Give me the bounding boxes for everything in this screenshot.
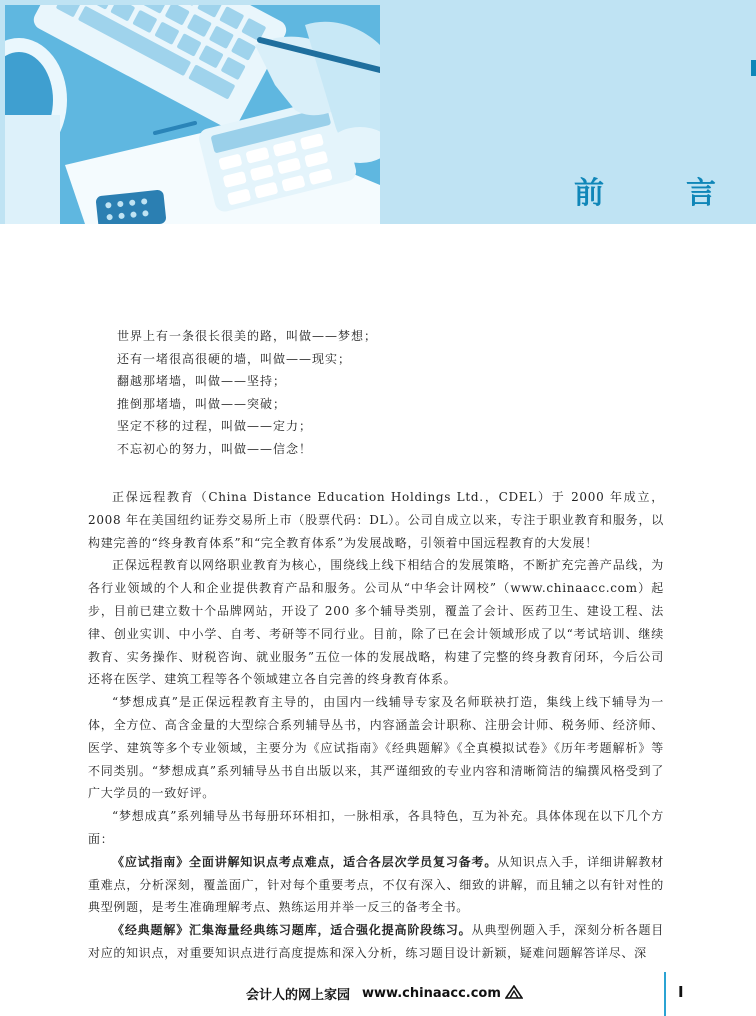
- side-tab-marker: [751, 60, 756, 76]
- footer-slogan: 会计人的网上家园: [246, 988, 351, 1003]
- poem-line: 世界上有一条很长很美的路，叫做——梦想；: [117, 329, 378, 343]
- page-number: I: [678, 983, 684, 1001]
- paragraph-series-intro: “梦想成真”是正保远程教育主导的，由国内一线辅导专家及名师联袂打造，集线上线下辅导为一体，全方位、高含金量的大型综合系列辅导丛书，内容涵盖会计职称、注册会计师、税务师、经济师、医学、建筑等多个专业领域，主要分为《应试指南》《经典题解》《全真模拟试卷》《历年考题解析》等不同类别。“梦想成真”系列辅导丛书自出版以来，其严谨细致的专业内容和清晰简洁的编撰风格受到了广大学员的一致好评。: [88, 695, 664, 801]
- paragraph-company-business: 正保远程教育以网络职业教育为核心，围绕线上线下相结合的发展策略，不断扩充完善产品线，为各行业领域的个人和企业提供教育产品和服务。公司从“中华会计网校”（www.chinaacc.com）起步，目前已建立数十个品牌网站，开设了 200 多个辅导类别，覆盖了会计、医药卫生、建设工程、法律、创业实训、中小学、自考、考研等不同行业。目前，除了已在会计领域形成了以“考试培训、继续教育、实务操作、财税咨询、就业服务”五位一体的发展战略，构建了完整的终身教育闭环，今后公司还将在医学、建筑工程等各个领域建立各自完善的终身教育体系。: [88, 558, 664, 687]
- poem-line: 推倒那堵墙，叫做——突破；: [117, 396, 287, 411]
- poem-line: 翻越那堵墙，叫做——坚持；: [117, 374, 287, 388]
- footer: [246, 984, 523, 1003]
- preface-body: [88, 486, 664, 965]
- study-guide-heading: 《应试指南》全面讲解知识点考点难点，适合各层次学员复习备考。: [112, 854, 498, 869]
- exercise-book-heading: 《经典题解》汇集海量经典练习题库，适合强化提高阶段练习。: [112, 923, 472, 938]
- epigraph-poem: [117, 325, 377, 460]
- exercise-book-text: 从典型例题入手，深刻分析各题目对应的知识点，对重要知识点进行高度提炼和深入分析，练习题目设计新颖，疑难问题解答详尽、深: [88, 923, 664, 960]
- paragraph-exercise-book: [88, 919, 664, 965]
- chinaacc-logo-icon: [505, 985, 523, 1003]
- poem-line: 还有一堵很高很硬的墙，叫做——现实；: [117, 351, 352, 366]
- footer-divider: [664, 972, 666, 1016]
- header-banner: [0, 0, 756, 224]
- study-guide-text: 从知识点入手，详细讲解教材重难点，分析深刻，覆盖面广，针对每个重要考点，不仅有深入、细致的讲解，而且辅之以有针对性的典型例题，是考生准确理解考点、熟练运用并举一反三的备考全书。: [88, 854, 664, 915]
- page-title: 前 言: [574, 176, 742, 211]
- poem-line: 不忘初心的努力，叫做——信念！: [117, 441, 313, 456]
- header-photo-calculator-keyboard: [5, 5, 380, 224]
- paragraph-company-intro: 正保远程教育（China Distance Education Holdings Ltd.，CDEL）于 2000 年成立，2008 年在美国纽约证券交易所上市（股票代码：DL）。公司自成立以来，专注于职业教育和服务，以构建完善的“终身教育体系”和“完全教育体系”为发展战略，引领着中国远程教育的大发展！: [88, 490, 664, 550]
- paragraph-series-features: “梦想成真”系列辅导丛书每册环环相扣，一脉相承，各具特色，互为补充。具体体现在以下几个方面：: [88, 809, 664, 846]
- poem-line: 坚定不移的过程，叫做——定力；: [117, 419, 313, 433]
- paragraph-study-guide: [88, 851, 664, 919]
- footer-url: www.chinaacc.com: [362, 986, 501, 1001]
